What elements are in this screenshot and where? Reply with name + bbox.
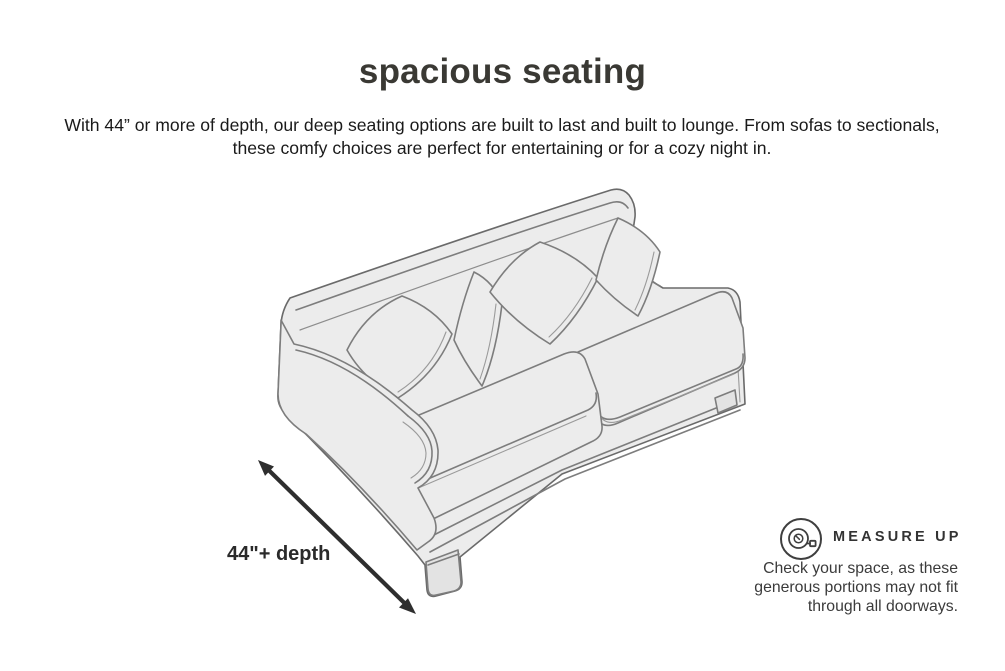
page-title: spacious seating [358,52,647,91]
measure-note-line: through all doorways. [807,597,958,615]
measure-note-line: generous portions may not fit [754,578,958,596]
measure-note-line: Check your space, as these [763,560,958,577]
measure-up-heading: MEASURE UP [833,529,962,545]
tape-measure-icon [779,517,823,561]
depth-arrow [250,452,428,627]
measure-up-note [680,560,958,616]
intro-paragraph: With 44” or more of depth, our deep seating options are built to last and built to lounge. From sofas to sectionals, these comfy choices are perfect for entertaining or for a cozy night in. [64,115,940,158]
depth-measurement-label: 44"+ depth [227,543,331,565]
